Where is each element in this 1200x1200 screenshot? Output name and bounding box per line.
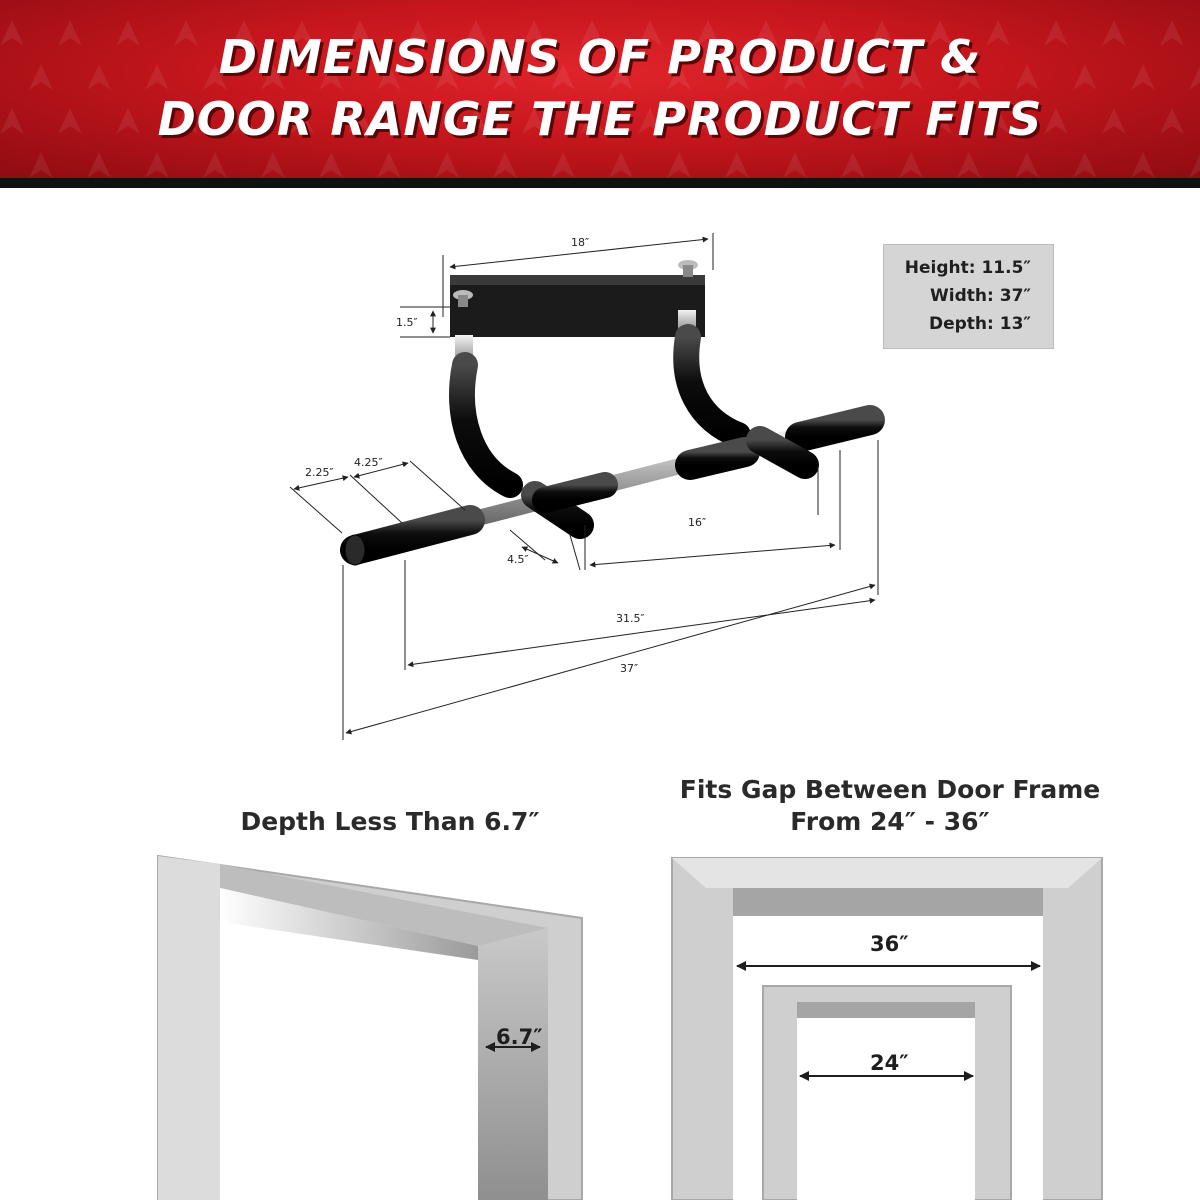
dim-total-width: 37″ (620, 662, 639, 675)
door-gap-max: 36″ (870, 932, 909, 956)
top-bracket (450, 260, 705, 337)
spec-height: Height: 11.5″ (904, 258, 1031, 278)
banner-pattern (0, 0, 1200, 178)
header-divider (0, 178, 1200, 188)
door-frames-illustration (0, 850, 1200, 1200)
dim-grip-gap: 4.25″ (354, 456, 383, 469)
dim-inner-span: 31.5″ (616, 612, 645, 625)
dim-handle: 4.5″ (507, 553, 529, 566)
door-gap-caption-line1: Fits Gap Between Door Frame (679, 775, 1101, 804)
door-depth-caption: Depth Less Than 6.7″ (240, 807, 540, 836)
header-banner (0, 0, 1200, 178)
spec-depth: Depth: 13″ (928, 314, 1031, 334)
dim-end-grip: 2.25″ (305, 466, 334, 479)
dim-handle-span: 16″ (688, 516, 707, 529)
pull-up-bar-illustration (260, 225, 900, 755)
spec-width: Width: 37″ (930, 286, 1031, 306)
header-title-line1: DIMENSIONS OF PRODUCT & (218, 30, 982, 84)
dim-top-bar: 18″ (571, 236, 590, 249)
door-depth-value: 6.7″ (496, 1025, 543, 1049)
spec-summary-box (884, 245, 1053, 348)
door-gap-min: 24″ (870, 1051, 909, 1075)
header-title-line2: DOOR RANGE THE PRODUCT FITS (157, 92, 1043, 146)
dim-bracket-height: 1.5″ (396, 316, 418, 329)
nested-door-frames-icon (672, 858, 1102, 1200)
door-gap-caption-line2: From 24″ - 36″ (790, 807, 990, 836)
